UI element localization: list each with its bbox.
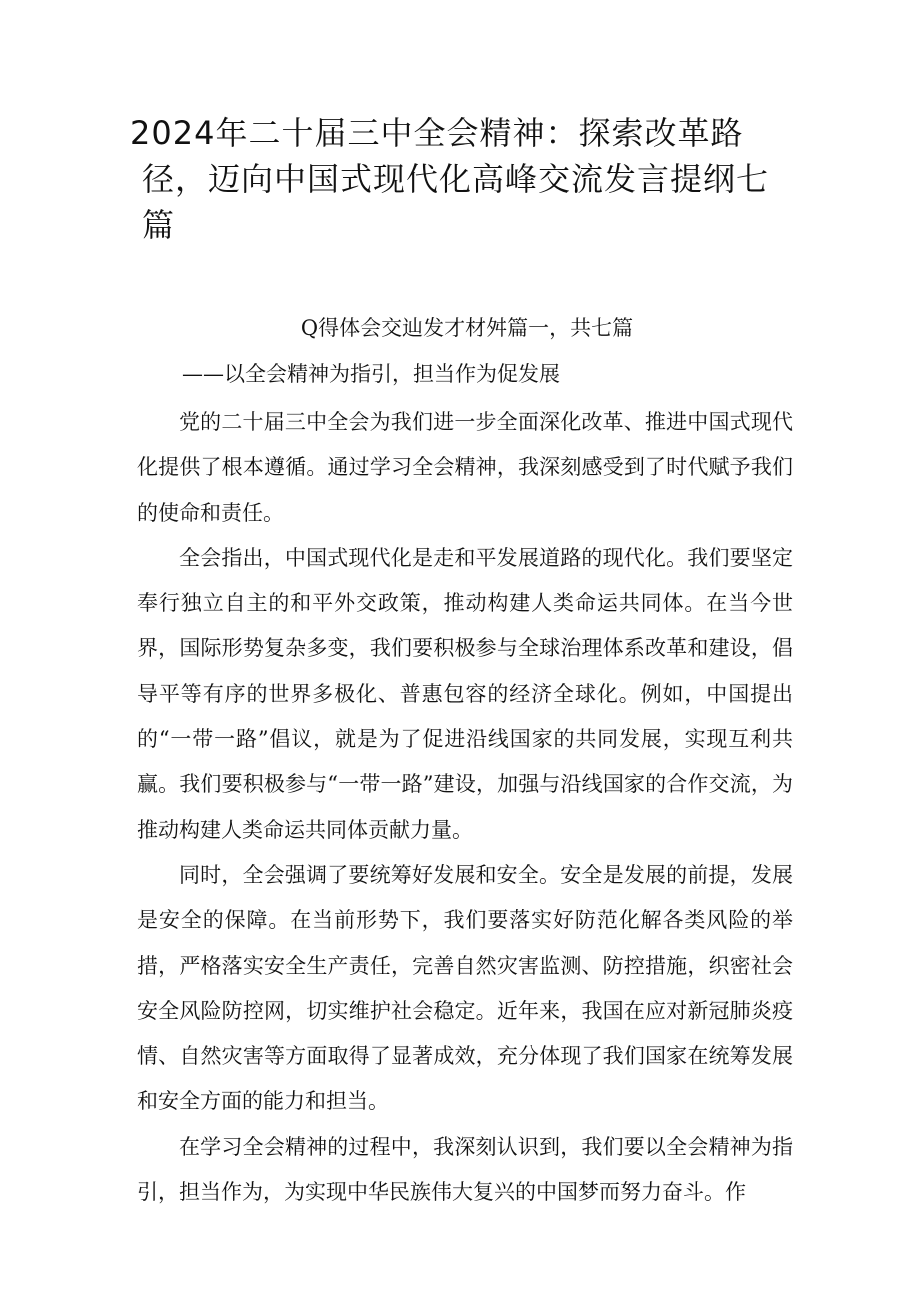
title-line-3: 篇 xyxy=(142,206,176,244)
section-subtitle: Q得体会交辿发才材舛篇一，共七篇 xyxy=(300,316,634,340)
paragraph-3: 同时，全会强调了要统筹好发展和安全。安全是发展的前提，发展是安全的保障。在当前形势下，我们要落实好防范化解各类风险的举措，严格落实安全生产责任，完善自然灾害监测、防控措施，织密社会安全风险防控网，切实维护社会稳定。近年来，我国在应对新冠肺炎疫情、自然灾害等方面取得了显著成效，充分体现了我们国家在统筹发展和安全方面的能力和担当。 xyxy=(137,862,793,1114)
section-theme-line: ——以全会精神为指引，担当作为促发展 xyxy=(182,362,560,386)
title-line-2: 径，迈向中国式现代化高峰交流发言提纲七 xyxy=(142,160,770,198)
paragraph-2: 全会指出，中国式现代化是走和平发展道路的现代化。我们要坚定奉行独立自主的和平外交政策，推动构建人类命运共同体。在当今世界，国际形势复杂多变，我们要积极参与全球治理体系改革和建设，倡导平等有序的世界多极化、普惠包容的经济全球化。例如，中国提出的“一带一路”倡议，就是为了促进沿线国家的共同发展，实现互利共赢。我们要积极参与“一带一路”建设，加强与沿线国家的合作交流，为推动构建人类命运共同体贡献力量。 xyxy=(137,545,793,842)
paragraph-4: 在学习全会精神的过程中，我深刻认识到，我们要以全会精神为指引，担当作为，为实现中华民族伟大复兴的中国梦而努力奋斗。作 xyxy=(137,1134,793,1205)
title-line-1: 2024年二十届三中全会精神：探索改革路 xyxy=(130,114,744,152)
paragraph-1: 党的二十届三中全会为我们进一步全面深化改革、推进中国式现代化提供了根本遵循。通过学习全会精神，我深刻感受到了时代赋予我们的使命和责任。 xyxy=(137,410,793,525)
document-title xyxy=(130,110,810,248)
body-text xyxy=(137,400,793,1215)
